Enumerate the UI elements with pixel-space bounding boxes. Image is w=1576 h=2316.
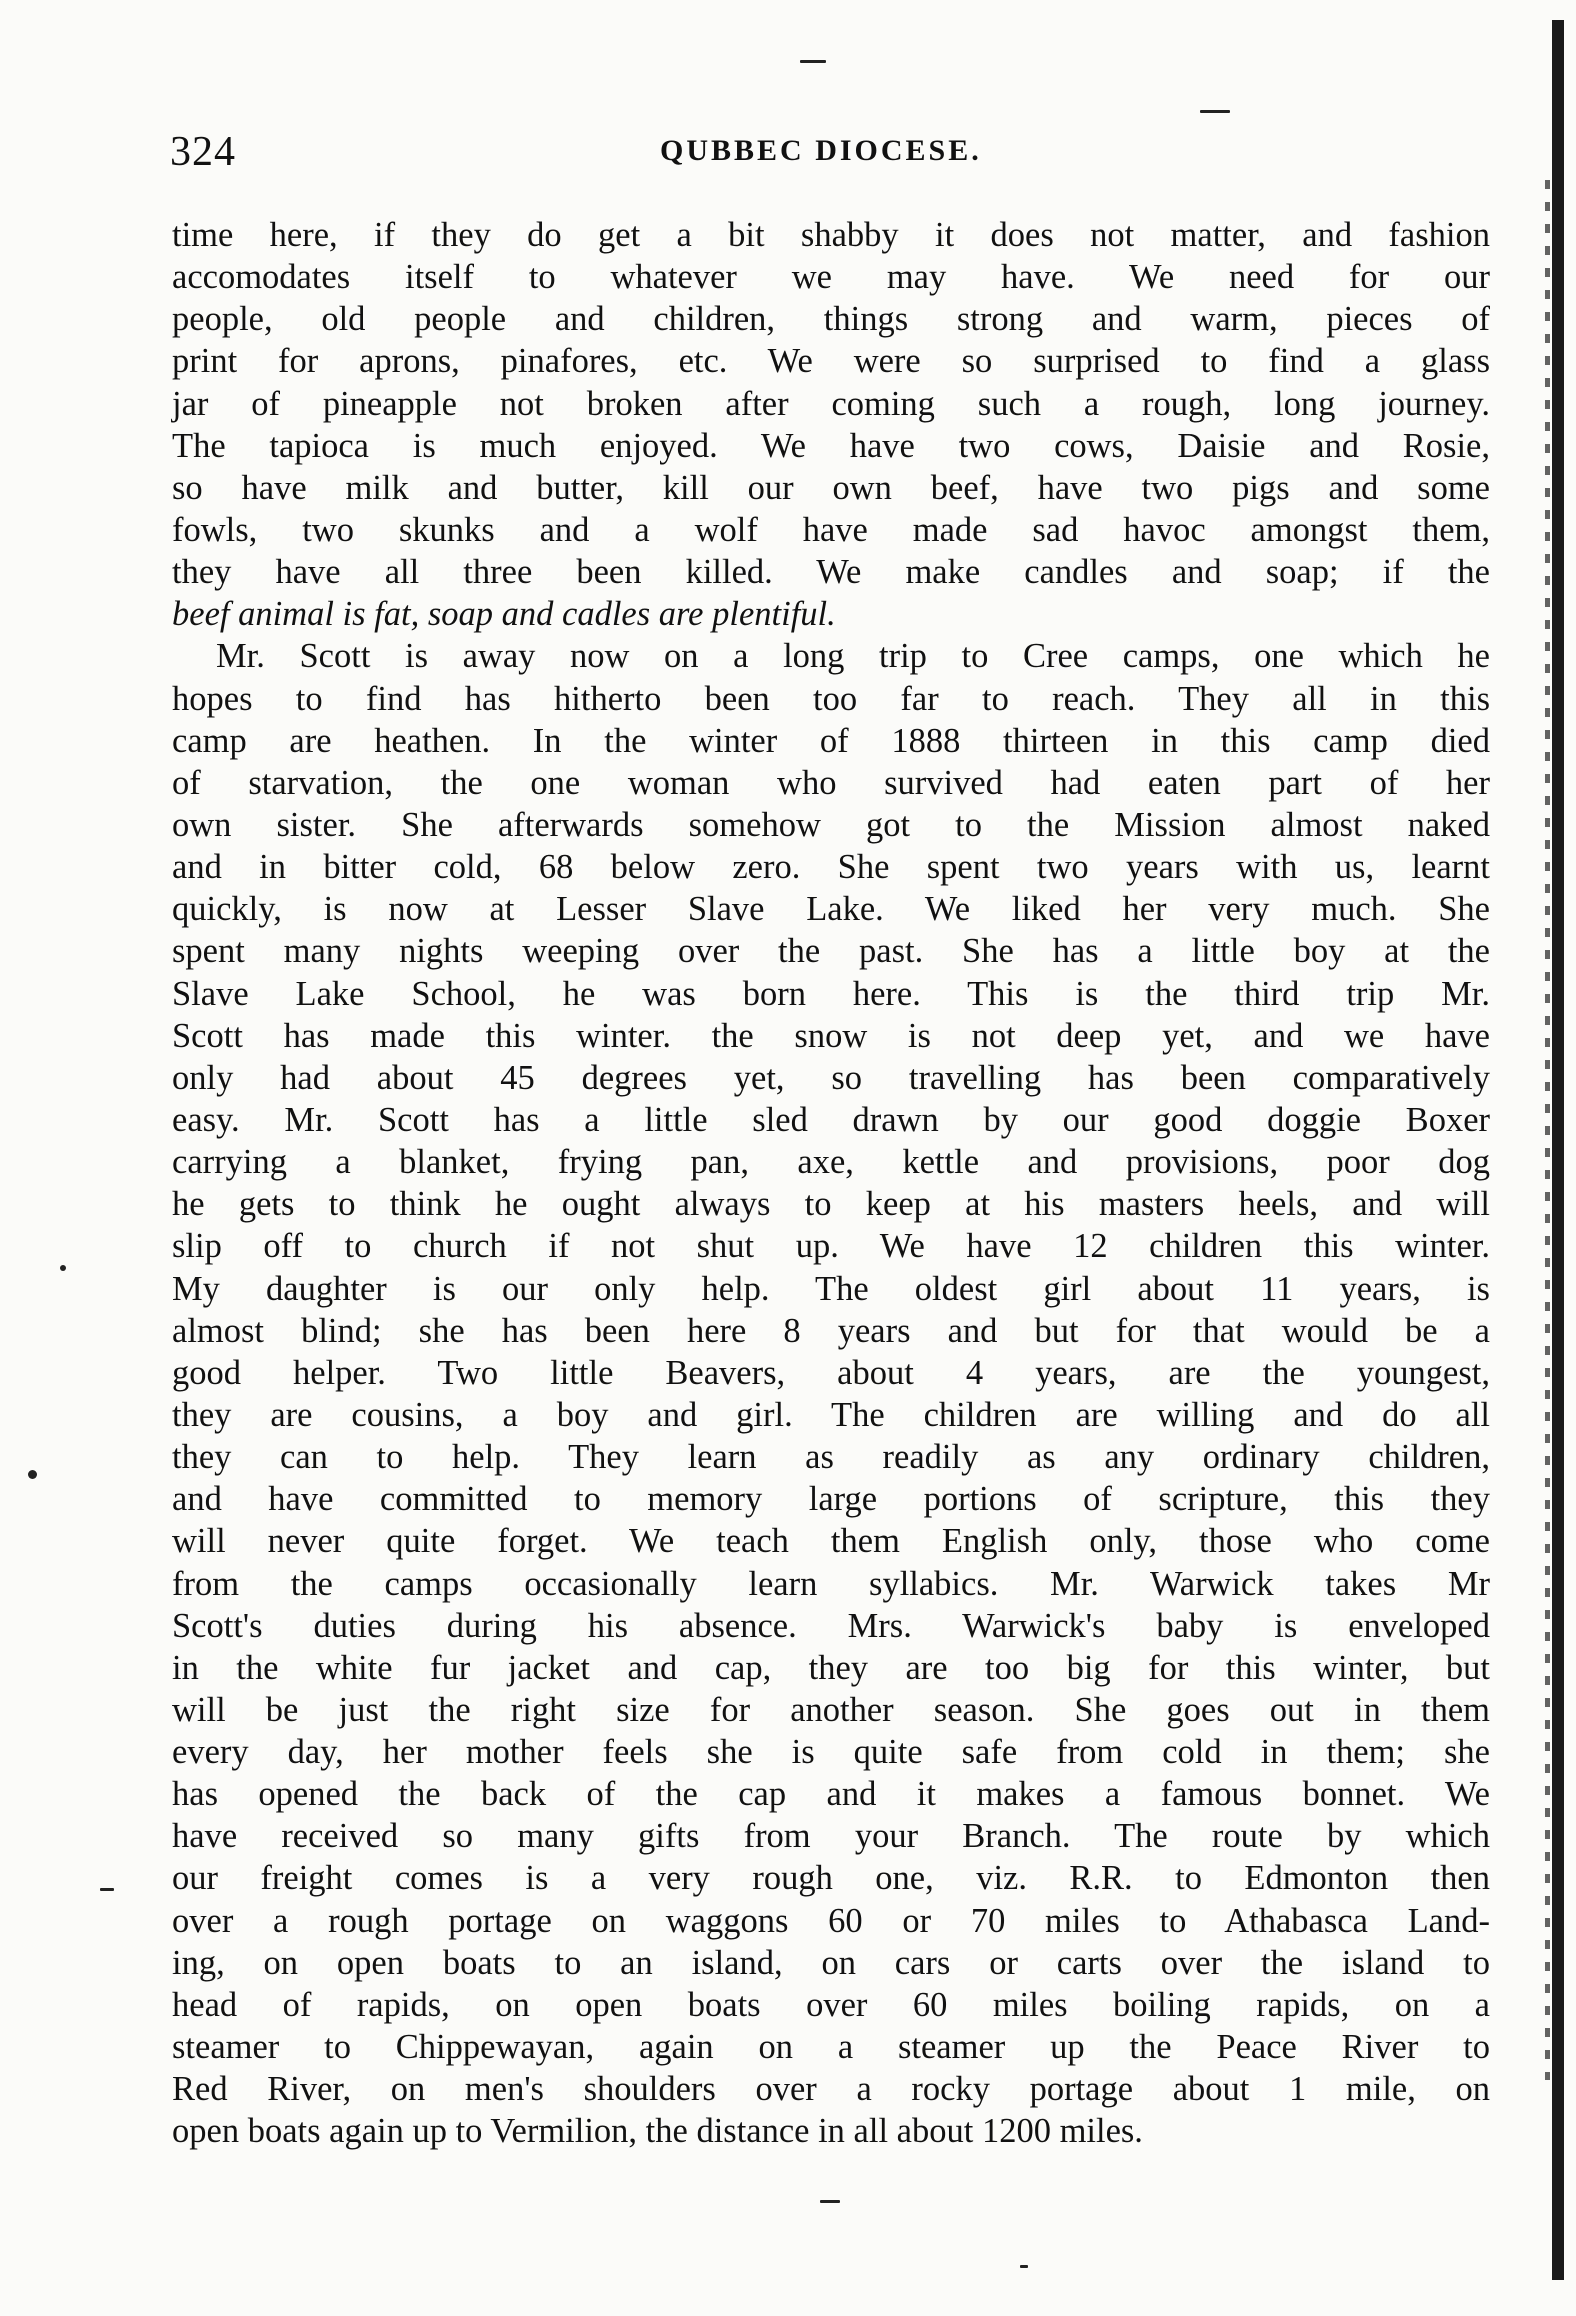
running-head: QUBBEC DIOCESE.: [660, 134, 982, 167]
scan-speck: [100, 1888, 114, 1891]
scan-speck: [28, 1470, 37, 1479]
text-line: Red River, on men's shoulders over a rocky portage about 1 mile, on: [172, 2070, 1490, 2109]
text-line: people, old people and children, things strong and warm, pieces of: [172, 300, 1490, 339]
scan-speck: [820, 2200, 840, 2203]
text-line: they can to help. They learn as readily as any ordinary children,: [172, 1438, 1490, 1477]
text-line: easy. Mr. Scott has a little sled drawn by our good doggie Boxer: [172, 1100, 1490, 1139]
text-line: almost blind; she has been here 8 years and but for that would be a: [172, 1311, 1490, 1350]
text-line: accomodates itself to whatever we may have. We need for our: [172, 258, 1490, 297]
text-line: and have committed to memory large portions of scripture, this they: [172, 1480, 1490, 1519]
text-line: our freight comes is a very rough one, viz. R.R. to Edmonton then: [172, 1859, 1490, 1898]
scan-speck: [1200, 110, 1230, 113]
binding-edge: [1530, 0, 1576, 2316]
text-line: quickly, is now at Lesser Slave Lake. We liked her very much. She: [172, 890, 1490, 929]
scan-speck: [1020, 2265, 1028, 2268]
text-line: has opened the back of the cap and it makes a famous bonnet. We: [172, 1775, 1490, 1814]
scan-speck: [800, 60, 826, 63]
text-line: steamer to Chippewayan, again on a steamer up the Peace River to: [172, 2028, 1490, 2067]
text-line: only had about 45 degrees yet, so travelling has been comparatively: [172, 1058, 1490, 1097]
text-line: they have all three been killed. We make candles and soap; if the: [172, 553, 1490, 592]
text-line: time here, if they do get a bit shabby it does not matter, and fashion: [172, 216, 1490, 254]
text-line: carrying a blanket, frying pan, axe, kettle and provisions, poor dog: [172, 1143, 1490, 1182]
binding-ridges: [1545, 180, 1550, 2080]
text-line: Scott's duties during his absence. Mrs. Warwick's baby is enveloped: [172, 1606, 1490, 1645]
text-line: open boats again up to Vermilion, the distance in all about 1200 miles.: [172, 2112, 1143, 2151]
text-line: print for aprons, pinafores, etc. We were so surprised to find a glass: [172, 342, 1490, 381]
text-line: hopes to find has hitherto been too far to reach. They all in this: [172, 679, 1490, 718]
text-line: Slave Lake School, he was born here. This is the third trip Mr.: [172, 974, 1490, 1013]
text-line: good helper. Two little Beavers, about 4 years, are the youngest,: [172, 1353, 1490, 1392]
paragraph-start-line: Mr. Scott is away now on a long trip to Cree camps, one which he: [216, 637, 1490, 676]
text-line: every day, her mother feels she is quite safe from cold in them; she: [172, 1733, 1490, 1772]
text-line: of starvation, the one woman who survived had eaten part of her: [172, 763, 1490, 802]
scan-speck: [60, 1265, 66, 1271]
text-line: fowls, two skunks and a wolf have made sad havoc amongst them,: [172, 510, 1490, 549]
text-line: Scott has made this winter. the snow is not deep yet, and we have: [172, 1016, 1490, 1055]
text-line: The tapioca is much enjoyed. We have two cows, Daisie and Rosie,: [172, 426, 1490, 465]
text-line: and in bitter cold, 68 below zero. She spent two years with us, learnt: [172, 848, 1490, 887]
page-number: 324: [170, 129, 236, 175]
text-line: have received so many gifts from your Branch. The route by which: [172, 1817, 1490, 1856]
text-line: so have milk and butter, kill our own beef, have two pigs and some: [172, 468, 1490, 507]
text-line: My daughter is our only help. The oldest girl about 11 years, is: [172, 1269, 1490, 1308]
body-text: [172, 214, 1490, 2152]
text-line: over a rough portage on waggons 60 or 70 miles to Athabasca Land-: [172, 1901, 1490, 1940]
text-line: camp are heathen. In the winter of 1888 thirteen in this camp died: [172, 721, 1490, 760]
text-line: jar of pineapple not broken after coming such a rough, long journey.: [172, 384, 1490, 423]
text-line: will be just the right size for another season. She goes out in them: [172, 1690, 1490, 1729]
text-line: from the camps occasionally learn syllabics. Mr. Warwick takes Mr: [172, 1564, 1490, 1603]
page-header: [170, 128, 1490, 188]
text-line: slip off to church if not shut up. We have 12 children this winter.: [172, 1227, 1490, 1266]
text-line: head of rapids, on open boats over 60 miles boiling rapids, on a: [172, 1985, 1490, 2024]
text-line: own sister. She afterwards somehow got to the Mission almost naked: [172, 805, 1490, 844]
text-line: beef animal is fat, soap and cadles are plentiful.: [172, 595, 836, 634]
text-line: he gets to think he ought always to keep at his masters heels, and will: [172, 1185, 1490, 1224]
text-line: in the white fur jacket and cap, they are too big for this winter, but: [172, 1648, 1490, 1687]
text-line: spent many nights weeping over the past. She has a little boy at the: [172, 932, 1490, 971]
text-line: will never quite forget. We teach them English only, those who come: [172, 1522, 1490, 1561]
text-line: they are cousins, a boy and girl. The children are willing and do all: [172, 1395, 1490, 1434]
text-line: ing, on open boats to an island, on cars or carts over the island to: [172, 1943, 1490, 1982]
binding-shadow: [1552, 20, 1564, 2280]
